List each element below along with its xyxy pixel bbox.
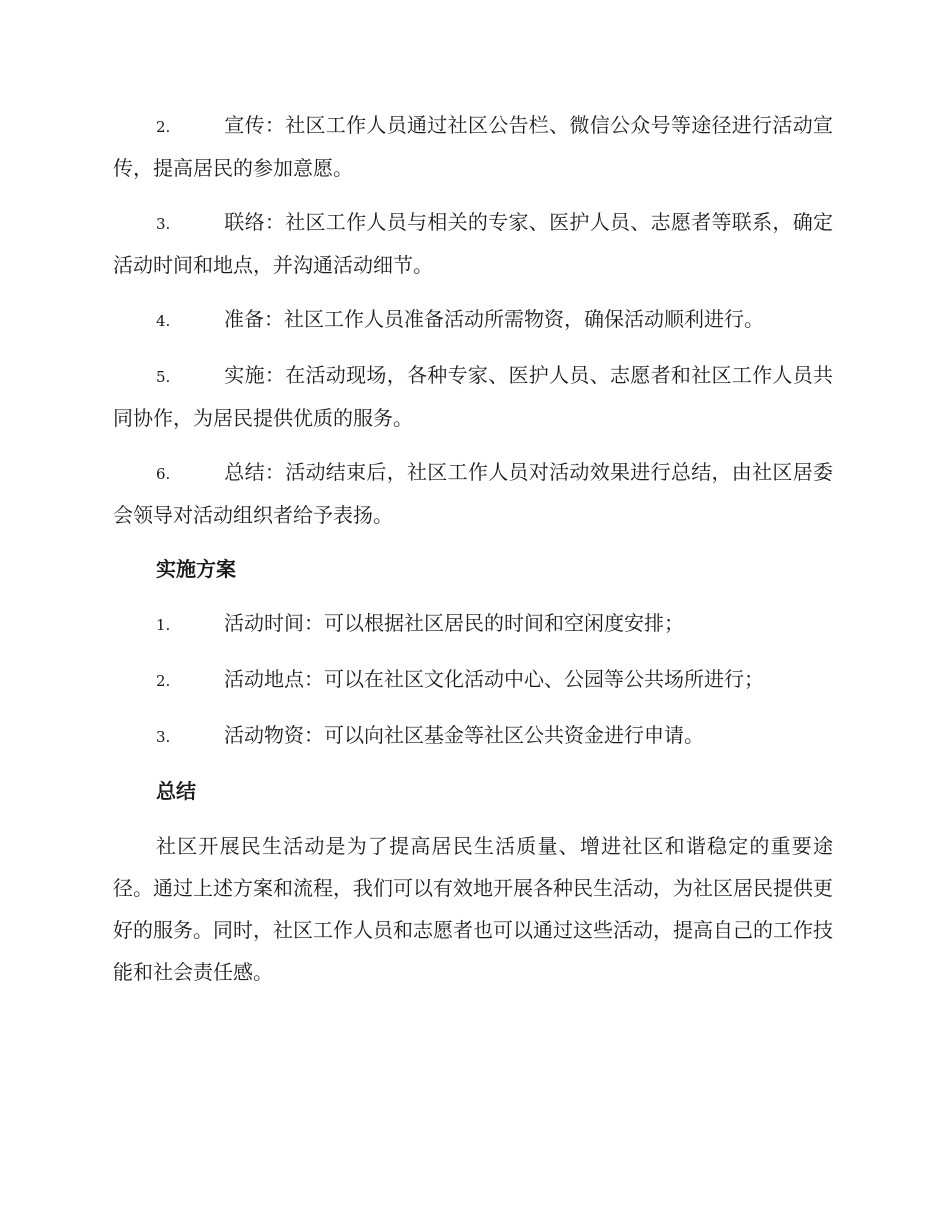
list-item bbox=[113, 659, 833, 702]
section-heading-summary: 总结 bbox=[156, 779, 196, 803]
list-item-text: 总结：活动结束后，社区工作人员对活动效果进行总结，由社区居委会领导对活动组织者给予表扬。 bbox=[113, 460, 833, 527]
list-item-number: 3. bbox=[156, 728, 171, 746]
list-item-number: 2. bbox=[156, 118, 171, 136]
list-item-number: 6. bbox=[156, 465, 171, 483]
list-item bbox=[113, 299, 833, 342]
list-item-text: 实施：在活动现场，各种专家、医护人员、志愿者和社区工作人员共同协作，为居民提供优质的服务。 bbox=[113, 363, 833, 430]
list-item-text: 联络：社区工作人员与相关的专家、医护人员、志愿者等联系，确定活动时间和地点，并沟通活动细节。 bbox=[113, 210, 833, 277]
plan-list bbox=[113, 603, 833, 758]
list-item-number: 3. bbox=[156, 215, 171, 233]
list-item-text: 活动时间：可以根据社区居民的时间和空闲度安排； bbox=[224, 611, 684, 635]
list-item bbox=[113, 355, 833, 439]
list-item-text: 准备：社区工作人员准备活动所需物资，确保活动顺利进行。 bbox=[224, 307, 764, 331]
list-item bbox=[113, 452, 833, 536]
list-item bbox=[113, 105, 833, 189]
list-item-number: 4. bbox=[156, 312, 171, 330]
list-item-number: 5. bbox=[156, 368, 171, 386]
summary-paragraph: 社区开展民生活动是为了提高居民生活质量、增进社区和谐稳定的重要途径。通过上述方案和流程，我们可以有效地开展各种民生活动，为社区居民提供更好的服务。同时，社区工作人员和志愿者也可以通过这些活动，提高自己的工作技能和社会责任感。 bbox=[113, 834, 833, 984]
list-item bbox=[113, 715, 833, 758]
list-item-text: 宣传：社区工作人员通过社区公告栏、微信公众号等途径进行活动宣传，提高居民的参加意愿。 bbox=[113, 113, 833, 180]
document-content bbox=[113, 105, 833, 993]
list-item bbox=[113, 603, 833, 646]
list-item-text: 活动地点：可以在社区文化活动中心、公园等公共场所进行； bbox=[224, 667, 764, 691]
list-item-number: 1. bbox=[156, 616, 171, 634]
list-item-text: 活动物资：可以向社区基金等社区公共资金进行申请。 bbox=[224, 723, 704, 747]
process-list bbox=[113, 105, 833, 536]
list-item-number: 2. bbox=[156, 672, 171, 690]
section-heading-plan: 实施方案 bbox=[156, 557, 236, 581]
list-item bbox=[113, 202, 833, 286]
